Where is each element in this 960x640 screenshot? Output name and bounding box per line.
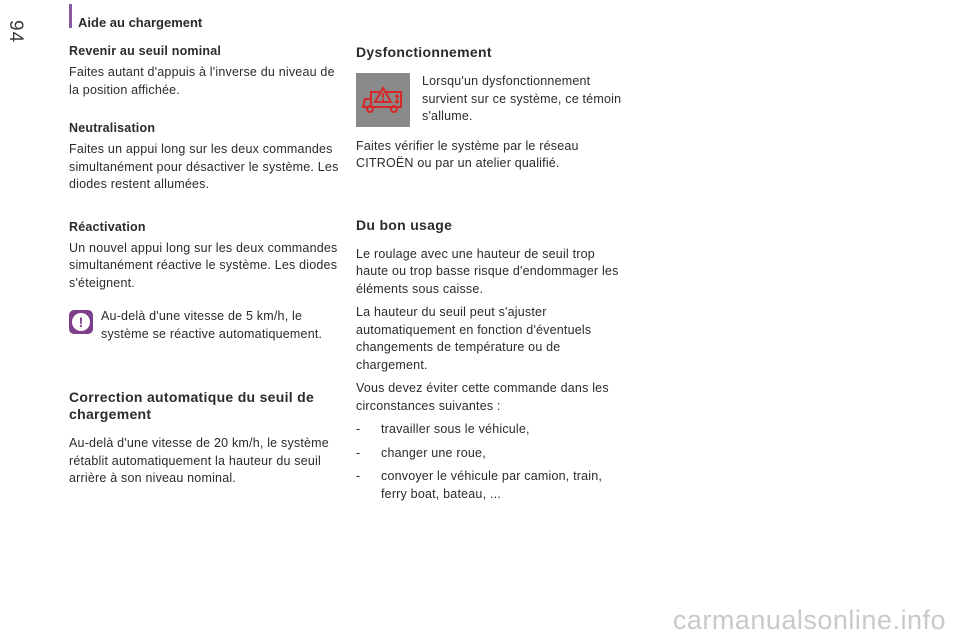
warning-exclamation-icon xyxy=(69,310,93,334)
section-title-neutralisation: Neutralisation xyxy=(69,121,156,135)
section-text-correction: Au-delà d'une vitesse de 20 km/h, le système rétablit automatiquement la hauteur du seuil arrière à son niveau nominal. xyxy=(69,436,329,485)
page-title: Aide au chargement xyxy=(78,15,203,30)
dysfunction-row xyxy=(356,73,626,132)
usage-paragraph-1: Le roulage avec une hauteur de seuil trop haute ou trop basse risque d'endommager les éléments sous caisse. xyxy=(356,246,619,296)
section-title-dysfonctionnement: Dysfonctionnement xyxy=(356,44,492,60)
left-column xyxy=(69,44,339,494)
header-accent-bar xyxy=(69,4,72,28)
speed-note xyxy=(69,308,339,343)
usage-paragraph-3: Vous devez éviter cette commande dans les circonstances suivantes : xyxy=(356,381,609,413)
warning-glyph: ! xyxy=(72,313,90,331)
section-title-reactivation: Réactivation xyxy=(69,219,146,234)
section-title-usage: Du bon usage xyxy=(356,216,453,233)
watermark: carmanualsonline.info xyxy=(672,605,946,635)
section-text-neutralisation: Faites un appui long sur les deux commandes simultanément pour désactiver le système. Les diodes restent allumées. xyxy=(69,142,339,191)
usage-list xyxy=(356,421,626,503)
list-item: - travailler sous le véhicule, xyxy=(356,422,530,436)
right-column xyxy=(356,44,626,509)
section-title-correction: Correction automatique du seuil de chargement xyxy=(69,389,315,422)
page-number: 94 xyxy=(5,20,26,44)
vehicle-fault-icon xyxy=(356,73,410,127)
usage-paragraph-2: La hauteur du seuil peut s'ajuster automatiquement en fonction d'éventuels changements de température ou de chargement. xyxy=(356,305,592,372)
list-item: - convoyer le véhicule par camion, train, ferry boat, bateau, ... xyxy=(356,469,603,501)
speed-note-text: Au-delà d'une vitesse de 5 km/h, le système se réactive automatiquement. xyxy=(101,309,323,341)
list-item: - changer une roue, xyxy=(356,445,486,460)
section-text-reactivation: Un nouvel appui long sur les deux commandes simultanément réactive le système. Les diodes s'éteignent. xyxy=(69,240,338,290)
dysfunction-icon-text: Lorsqu'un dysfonctionnement survient sur ce système, ce témoin s'allume. xyxy=(422,74,622,123)
section-title-nominal: Revenir au seuil nominal xyxy=(69,44,222,58)
dysfunction-text: Faites vérifier le système par le réseau CITROËN ou par un atelier qualifié. xyxy=(356,138,579,170)
section-text-nominal: Faites autant d'appuis à l'inverse du niveau de la position affichée. xyxy=(69,65,335,97)
